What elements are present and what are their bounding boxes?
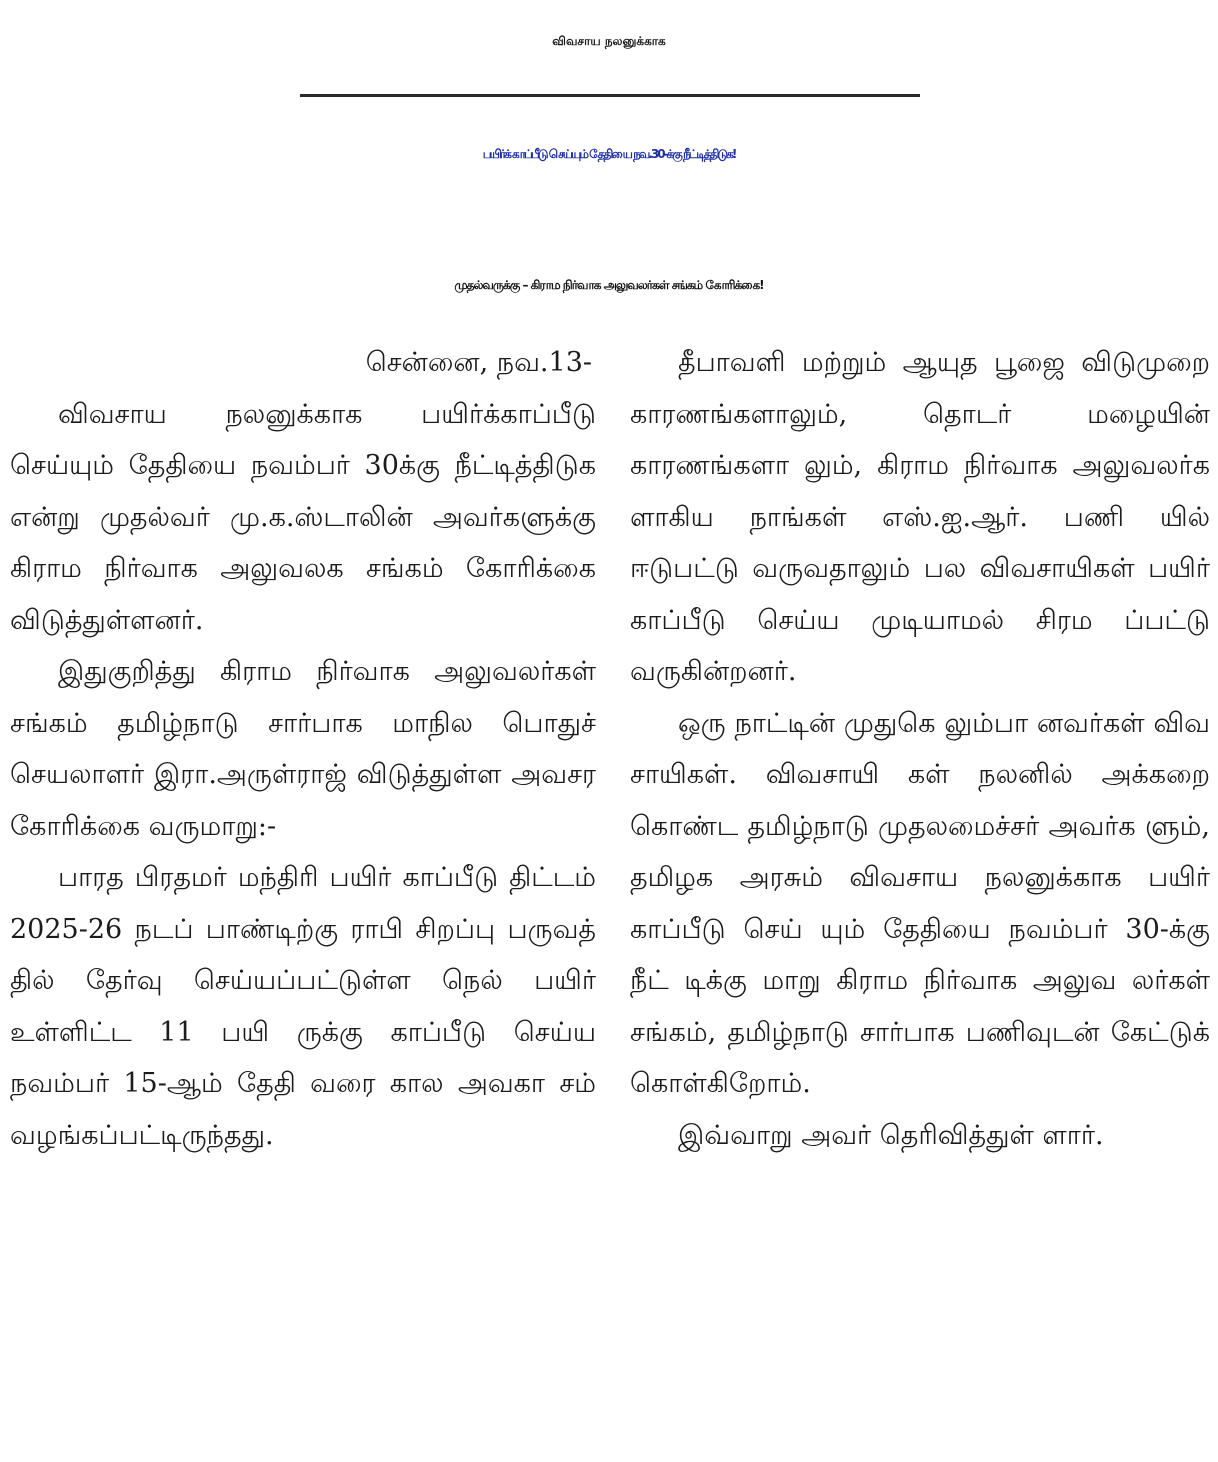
subheadline: முதல்வருக்கு – கிராம நிர்வாக அலுவலர்கள் சங்கம் கோரிக்கை! — [454, 278, 764, 292]
right-column — [630, 337, 1210, 1161]
left-column — [10, 337, 596, 1161]
body-paragraph: இதுகுறித்து கிராம நிர்வாக அலுவலர்கள் சங்கம் தமிழ்நாடு சார்பாக மாநில பொதுச் செயலாளர் இரா.அருள்ராஜ் விடுத்துள்ள அவசர கோரிக்கை வருமாறு:- — [10, 656, 596, 842]
body-paragraph: பாரத பிரதமர் மந்திரி பயிர் காப்பீடு திட்டம் 2025-26 நடப் பாண்டிற்கு ராபி சிறப்பு பருவத் தில் தேர்வு செய்யப்பட்டுள்ள நெல் பயிர் உள்ளிட்ட 11 பயி ருக்கு காப்பீடு செய்ய நவம்பர் 15-ஆம் தேதி வரை கால அவகா சம் வழங்கப்பட்டிருந்தது. — [10, 862, 596, 1151]
main-headline: பயிர்க் காப்பீடு செய்யும் தேதியை நவ.30-க்கு நீட்டித்திடுக! — [482, 147, 736, 161]
kicker-heading: விவசாய நலனுக்காக — [552, 34, 666, 48]
body-paragraph: இவ்வாறு அவர் தெரிவித்துள் ளார். — [678, 1119, 1104, 1151]
body-paragraph: ஒரு நாட்டின் முதுகெ லும்பா னவர்கள் விவ சாயிகள். விவசாயி கள் நலனில் அக்கறை கொண்ட தமிழ்நாடு முதலமைச்சர் அவர்க ளும், தமிழக அரசும் விவசாய நலனுக்காக பயிர் காப்பீடு செய் யும் தேதியை நவம்பர் 30-க்கு நீட் டிக்கு மாறு கிராம நிர்வாக அலுவ லர்கள் சங்கம், தமிழ்நாடு சார்பாக பணிவுடன் கேட்டுக் கொள்கிறோம். — [630, 707, 1210, 1099]
dateline: சென்னை, நவ.13- — [365, 347, 592, 378]
body-paragraph: தீபாவளி மற்றும் ஆயுத பூஜை விடுமுறை காரணங்களாலும், தொடர் மழையின் காரணங்களா லும், கிராம நிர்வாக அலுவலர்க ளாகிய நாங்கள் எஸ்.ஐ.ஆர். பணி யில் ஈடுபட்டு வருவதாலும் பல விவசாயிகள் பயிர் காப்பீடு செய்ய முடியாமல் சிரம ப்பட்டு வருகின்றனர். — [630, 347, 1210, 687]
kicker-underline — [300, 94, 920, 97]
body-paragraph: விவசாய நலனுக்காக பயிர்க்காப்பீடு செய்யும் தேதியை நவம்பர் 30க்கு நீட்டித்திடுக என்று முதல்வர் மு.க.ஸ்டாலின் அவர்களுக்கு கிராம நிர்வாக அலுவலக சங்கம் கோரிக்கை விடுத்துள்ளனர். — [10, 398, 596, 636]
